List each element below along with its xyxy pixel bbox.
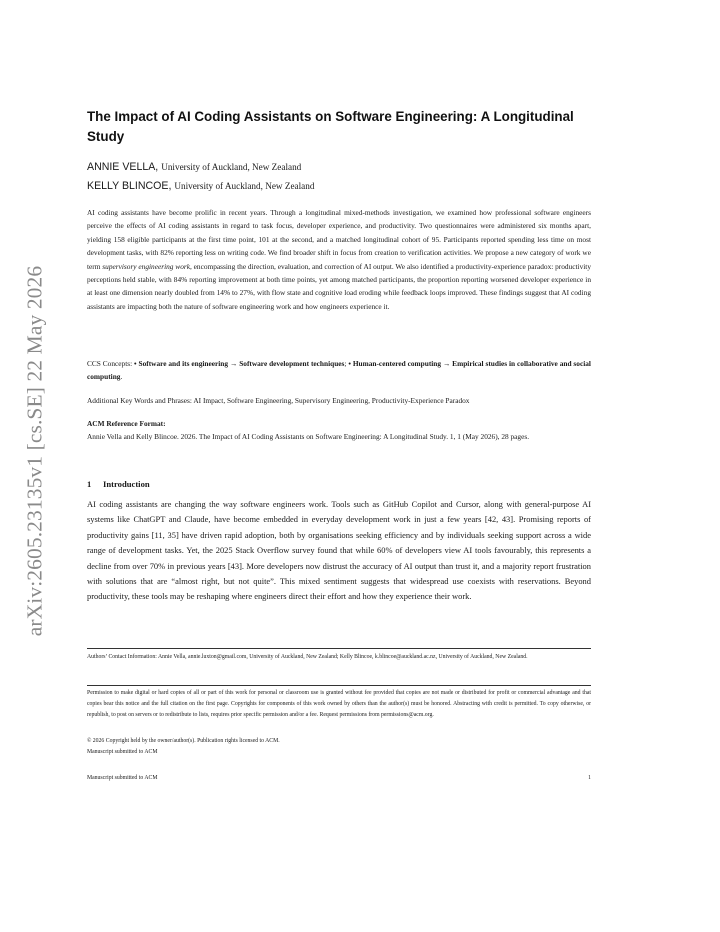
footnote-divider bbox=[87, 648, 591, 649]
author-name: KELLY BLINCOE, bbox=[87, 180, 172, 192]
section-title: Introduction bbox=[103, 479, 150, 489]
ccs-concept-2: • Human-centered computing → Empirical studies in collaborative and social computing bbox=[87, 359, 591, 382]
permission-divider bbox=[87, 685, 591, 686]
arxiv-identifier-stamp bbox=[18, 258, 52, 644]
author-name: ANNIE VELLA, bbox=[87, 161, 159, 173]
ccs-end: . bbox=[120, 372, 123, 382]
ccs-concept-1: • Software and its engineering → Software development techniques bbox=[134, 359, 345, 368]
abstract bbox=[87, 206, 591, 313]
section-number: 1 bbox=[87, 479, 92, 489]
author-line-2 bbox=[87, 179, 591, 193]
ccs-concepts bbox=[87, 357, 591, 384]
page-number: 1 bbox=[588, 775, 591, 781]
author-affiliation: University of Auckland, New Zealand bbox=[174, 181, 315, 191]
submitted-notice: Manuscript submitted to ACM bbox=[87, 749, 158, 755]
introduction-paragraph: AI coding assistants are changing the way software engineers work. Tools such as GitHub Copilot and Cursor, along with general-purpose AI systems like ChatGPT and Claude, have become embedded in everyday development work in just a few years [42, 43]. Promising reports of productivity gains [11, 35] have driven rapid adoption, both by organisations seeking efficiency and by individuals seeking support across a wide range of development tasks. Yet, the 2025 Stack Overflow survey found that while 60% of developers view AI tools favourably, this represents a decline from over 70% in previous years [43]. More developers now distrust the accuracy of AI output than trust it, and a majority report frustration with solutions that are “almost right, but not quite”. This mixed sentiment suggests that widespread use coexists with reservations. Beyond productivity, these tools may be reshaping where engineers direct their effort and how they experience their work. bbox=[87, 499, 591, 602]
section-heading bbox=[87, 479, 591, 489]
acm-reference-heading: ACM Reference Format: bbox=[87, 419, 166, 428]
abstract-text-end: , encompassing the direction, evaluation, and correction of AI output. We also identified a productivity-experience paradox: productivity perceptions held stable, with 84% reporting improvement at both time points, yet among matched participants, the proportion reporting worsened developer experience in at least one dimension nearly doubled from 14% to 27%, with flow state and cognitive load eroding while feedback loops improved. These findings suggest that AI coding assistants are impacting both the nature of software engineering work and how engineers experience it. bbox=[87, 261, 592, 311]
acm-reference-text: Annie Vella and Kelly Blincoe. 2026. The Impact of AI Coding Assistants on Software Engineering: A Longitudinal Study. 1, 1 (May 2026), 28 pages. bbox=[87, 432, 530, 441]
arxiv-identifier-text: arXiv:2605.23135v1 [cs.SE] 22 May 2026 bbox=[22, 265, 47, 637]
permission-notice: Permission to make digital or hard copies of all or part of this work for personal or classroom use is granted without fee provided that copies are not made or distributed for profit or commercial advantage and that copies bear this notice and the full citation on the first page. Copyrights for components of this work owned by others than the author(s) must be honored. Abstracting with credit is permitted. To copy otherwise, or republish, to post on servers or to redistribute to lists, requires prior specific permission and/or a fee. Request permissions from permissions@acm.org. bbox=[87, 690, 591, 718]
abstract-emphasis: supervisory engineering work bbox=[102, 261, 190, 271]
author-affiliation: University of Auckland, New Zealand bbox=[161, 162, 302, 172]
copyright-notice: © 2026 Copyright held by the owner/author(s). Publication rights licensed to ACM. bbox=[87, 738, 280, 744]
ccs-separator: ; bbox=[344, 359, 349, 368]
keywords: Additional Key Words and Phrases: AI Impact, Software Engineering, Supervisory Engineering, Productivity-Experience Paradox bbox=[87, 396, 470, 405]
page-footer bbox=[87, 775, 591, 781]
abstract-text-start: AI coding assistants have become prolific in recent years. Through a longitudinal mixed-methods investigation, we examined how professional software engineers perceive the effects of AI coding assistants in regard to task focus, developer experience, and productivity. Two questionnaires were administered six months apart, yielding 158 eligible participants at the first time point, 101 at the second, and a matched longitudinal cohort of 95. Participants reported spending less time on most development tasks, with 82% reporting less on writing code. We find broader shift in focus from creation to verification activities. We propose a new category of work we term bbox=[87, 208, 591, 271]
authors-contact-information: Authors’ Contact Information: Annie Vella, annie.luxton@gmail.com, University of Auckland, New Zealand; Kelly Blincoe, k.blincoe@auckland.ac.nz, University of Auckland, New Zealand. bbox=[87, 654, 528, 660]
footer-left-text: Manuscript submitted to ACM bbox=[87, 775, 158, 781]
ccs-label: CCS Concepts: bbox=[87, 359, 135, 368]
author-line-1 bbox=[87, 160, 591, 174]
paper-title: The Impact of AI Coding Assistants on Software Engineering: A Longitudinal Study bbox=[87, 109, 574, 144]
